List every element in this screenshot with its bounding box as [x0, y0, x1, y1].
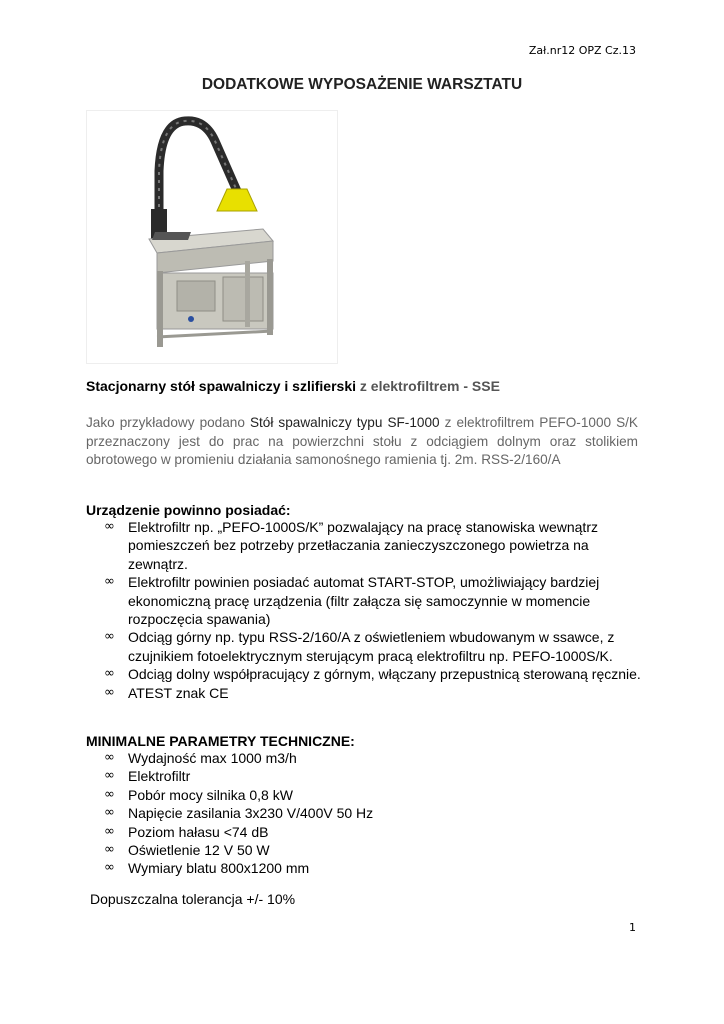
list-item [104, 767, 524, 785]
infinity-bullet-icon: ∞ [104, 860, 115, 876]
list-item-text: Odciąg dolny współpracujący z górnym, włączany przepustnicą sterowaną ręcznie. [128, 666, 641, 683]
list-item-text: Napięcie zasilania 3x230 V/400V 50 Hz [128, 805, 374, 822]
tolerance-note: Dopuszczalna tolerancja +/- 10% [90, 891, 296, 907]
list-item-text: Elektrofiltr [128, 768, 191, 785]
list-item-text: Pobór mocy silnika 0,8 kW [128, 786, 293, 803]
list-item-text: Wydajność max 1000 m3/h [128, 750, 297, 766]
list-item [104, 823, 524, 841]
infinity-bullet-icon: ∞ [104, 750, 115, 765]
infinity-bullet-icon: ∞ [104, 805, 115, 821]
product-name: Stacjonarny stół spawalniczy i szlifierski [86, 378, 356, 394]
list-item [104, 573, 644, 628]
list-item [104, 859, 524, 877]
document-reference: Zał.nr12 OPZ Cz.13 [528, 44, 636, 57]
infinity-bullet-icon: ∞ [104, 823, 115, 839]
infinity-bullet-icon: ∞ [104, 768, 115, 784]
welding-table-illustration [87, 111, 337, 363]
product-variant: z elektrofiltrem - SSE [356, 378, 500, 394]
list-item [104, 749, 524, 767]
list-item-text: ATEST znak CE [128, 684, 229, 701]
page-title: DODATKOWE WYPOSAŻENIE WARSZTATU [201, 76, 523, 93]
list-item [104, 628, 644, 665]
parameters-list [104, 749, 524, 878]
list-item-text: Elektrofiltr powinien posiadać automat START-STOP, umożliwiający bardziej ekonomiczną pracę urządzenia (filtr załącza się samoczynnie w momencie rozpoczęcia spawania) [128, 574, 600, 628]
list-item-text: Elektrofiltr np. „PEFO-1000S/K” pozwalający na pracę stanowiska wewnątrz pomieszczeń bez potrzeby przetłaczania zanieczyszczonego powietrza na zewnątrz. [128, 519, 598, 572]
list-item-text: Wymiary blatu 800x1200 mm [128, 860, 310, 877]
description-details: z elektrofiltrem PEFO-1000 S/K przeznaczony jest do prac na powierzchni stołu z odciągiem dolnym oraz stolikiem obrotowego w promieniu działania samonośnego ramienia tj. 2m. RSS-2/160/A [86, 415, 638, 467]
list-item [104, 518, 644, 573]
description-model: Stół spawalniczy typu SF-1000 [249, 415, 440, 430]
list-item-text: Oświetlenie 12 V 50 W [128, 842, 270, 859]
page-number: 1 [629, 921, 636, 934]
product-photo [86, 110, 338, 364]
requirements-heading: Urządzenie powinno posiadać: [86, 502, 291, 518]
infinity-bullet-icon: ∞ [104, 666, 115, 682]
list-item [104, 684, 644, 702]
infinity-bullet-icon: ∞ [104, 684, 115, 700]
list-item [104, 665, 644, 683]
requirements-list [104, 518, 644, 702]
list-item [104, 804, 524, 822]
infinity-bullet-icon: ∞ [104, 574, 115, 590]
infinity-bullet-icon: ∞ [104, 629, 115, 645]
infinity-bullet-icon: ∞ [104, 842, 115, 858]
list-item-text: Poziom hałasu <74 dB [128, 823, 269, 840]
list-item [104, 786, 524, 804]
list-item [104, 841, 524, 859]
list-item-text: Odciąg górny np. typu RSS-2/160/A z oświetleniem wbudowanym w ssawce, z czujnikiem fotoelektrycznym sterującym pracą elektrofiltru np. PEFO-1000S/K. [128, 629, 615, 664]
description-intro: Jako przykładowy podano [86, 415, 250, 430]
product-title [86, 378, 500, 394]
infinity-bullet-icon: ∞ [104, 786, 115, 802]
infinity-bullet-icon: ∞ [104, 519, 115, 534]
parameters-heading: MINIMALNE PARAMETRY TECHNICZNE: [86, 733, 355, 749]
product-description [86, 414, 638, 470]
